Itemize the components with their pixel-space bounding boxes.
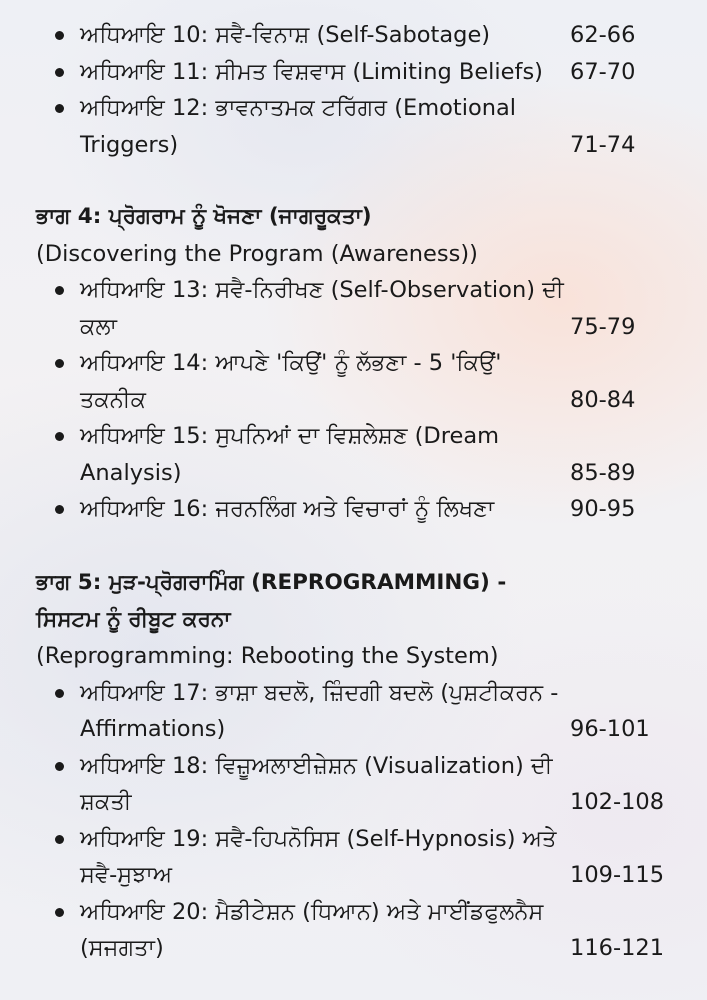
page-range: 62-66 <box>570 22 636 48</box>
page-range: 80-84 <box>570 386 636 413</box>
page-range: 71-74 <box>570 131 636 158</box>
part4-section <box>0 199 707 528</box>
page-range: 96-101 <box>570 716 650 742</box>
bullet-icon <box>55 689 64 698</box>
page-range: 67-70 <box>570 58 636 85</box>
chapter-title: ਅਧਿਆਇ 12: ਭਾਵਨਾਤਮਕ ਟਰਿੱਗਰ (Emotional Triggers) <box>80 95 517 158</box>
toc-item <box>0 491 707 528</box>
bullet-icon <box>55 31 64 40</box>
bullet-icon <box>55 432 64 441</box>
toc-item <box>0 748 707 821</box>
bullet-icon <box>55 286 64 295</box>
part3-chapter-list <box>0 17 707 163</box>
bullet-icon <box>55 68 64 77</box>
part-subtitle: (Reprogramming: Rebooting the System) <box>36 643 499 669</box>
chapter-title: ਅਧਿਆਇ 13: ਸਵੈ-ਨਿਰੀਖਣ (Self-Observation) ਦੀ ਕਲਾ <box>80 277 564 340</box>
chapter-title: ਅਧਿਆਇ 18: ਵਿਜ਼ੂਅਲਾਈਜ਼ੇਸ਼ਨ (Visualization) ਦੀ ਸ਼ਕਤੀ <box>80 752 553 815</box>
toc-item <box>0 90 707 163</box>
toc-item <box>0 272 707 345</box>
part-subtitle: (Discovering the Program (Awareness)) <box>36 240 478 267</box>
chapter-title: ਅਧਿਆਇ 10: ਸਵੈ-ਵਿਨਾਸ਼ (Self-Sabotage) <box>80 22 491 48</box>
page-range: 85-89 <box>570 459 636 486</box>
part-title: ਭਾਗ 5: ਮੁੜ-ਪ੍ਰੋਗਰਾਮਿੰਗ (REPROGRAMMING) - ਸਿਸਟਮ ਨੂੰ ਰੀਬੂਟ ਕਰਨਾ <box>36 570 507 632</box>
toc-item <box>0 418 707 491</box>
chapter-title: ਅਧਿਆਇ 17: ਭਾਸ਼ਾ ਬਦਲੋ, ਜ਼ਿੰਦਗੀ ਬਦਲੋ (ਪੁਸ਼ਟੀਕਰਨ - Affirmations) <box>80 679 559 742</box>
chapter-title: ਅਧਿਆਇ 14: ਆਪਣੇ 'ਕਿਉਂ' ਨੂੰ ਲੱਭਣਾ - 5 'ਕਿਉਂ' ਤਕਨੀਕ <box>80 350 502 413</box>
toc-item <box>0 675 707 748</box>
toc-item <box>0 17 707 54</box>
bullet-icon <box>55 505 64 514</box>
toc-item <box>0 345 707 418</box>
bullet-icon <box>55 908 64 917</box>
toc-item <box>0 821 707 894</box>
bullet-icon <box>55 835 64 844</box>
bullet-icon <box>55 762 64 771</box>
bullet-icon <box>55 359 64 368</box>
part4-chapter-list <box>0 272 707 528</box>
page-range: 109-115 <box>570 862 665 888</box>
chapter-title: ਅਧਿਆਇ 16: ਜਰਨਲਿੰਗ ਅਤੇ ਵਿਚਾਰਾਂ ਨੂੰ ਲਿਖਣਾ <box>80 496 495 522</box>
page-range: 90-95 <box>570 496 636 522</box>
page-range: 102-108 <box>570 789 665 815</box>
toc-item <box>0 54 707 91</box>
chapter-title: ਅਧਿਆਇ 15: ਸੁਪਨਿਆਂ ਦਾ ਵਿਸ਼ਲੇਸ਼ਣ (Dream Analysis) <box>80 423 500 486</box>
chapter-title: ਅਧਿਆਇ 19: ਸਵੈ-ਹਿਪਨੋਸਿਸ (Self-Hypnosis) ਅਤੇ ਸਵੈ-ਸੁਝਾਅ <box>80 825 557 888</box>
bullet-icon <box>55 104 64 113</box>
toc-item <box>0 894 707 967</box>
page-range: 116-121 <box>570 935 665 961</box>
page-range: 75-79 <box>570 313 636 340</box>
part5-section <box>0 565 707 967</box>
chapter-title: ਅਧਿਆਇ 11: ਸੀਮਤ ਵਿਸ਼ਵਾਸ (Limiting Beliefs) <box>80 58 543 85</box>
part5-chapter-list <box>0 675 707 967</box>
part-title: ਭਾਗ 4: ਪ੍ਰੋਗਰਾਮ ਨੂੰ ਖੋਜਣਾ (ਜਾਗਰੂਕਤਾ) <box>36 204 372 229</box>
chapter-title: ਅਧਿਆਇ 20: ਮੈਡੀਟੇਸ਼ਨ (ਧਿਆਨ) ਅਤੇ ਮਾਈਂਡਫੁਲਨੈਸ (ਸਜਗਤਾ) <box>80 898 544 961</box>
